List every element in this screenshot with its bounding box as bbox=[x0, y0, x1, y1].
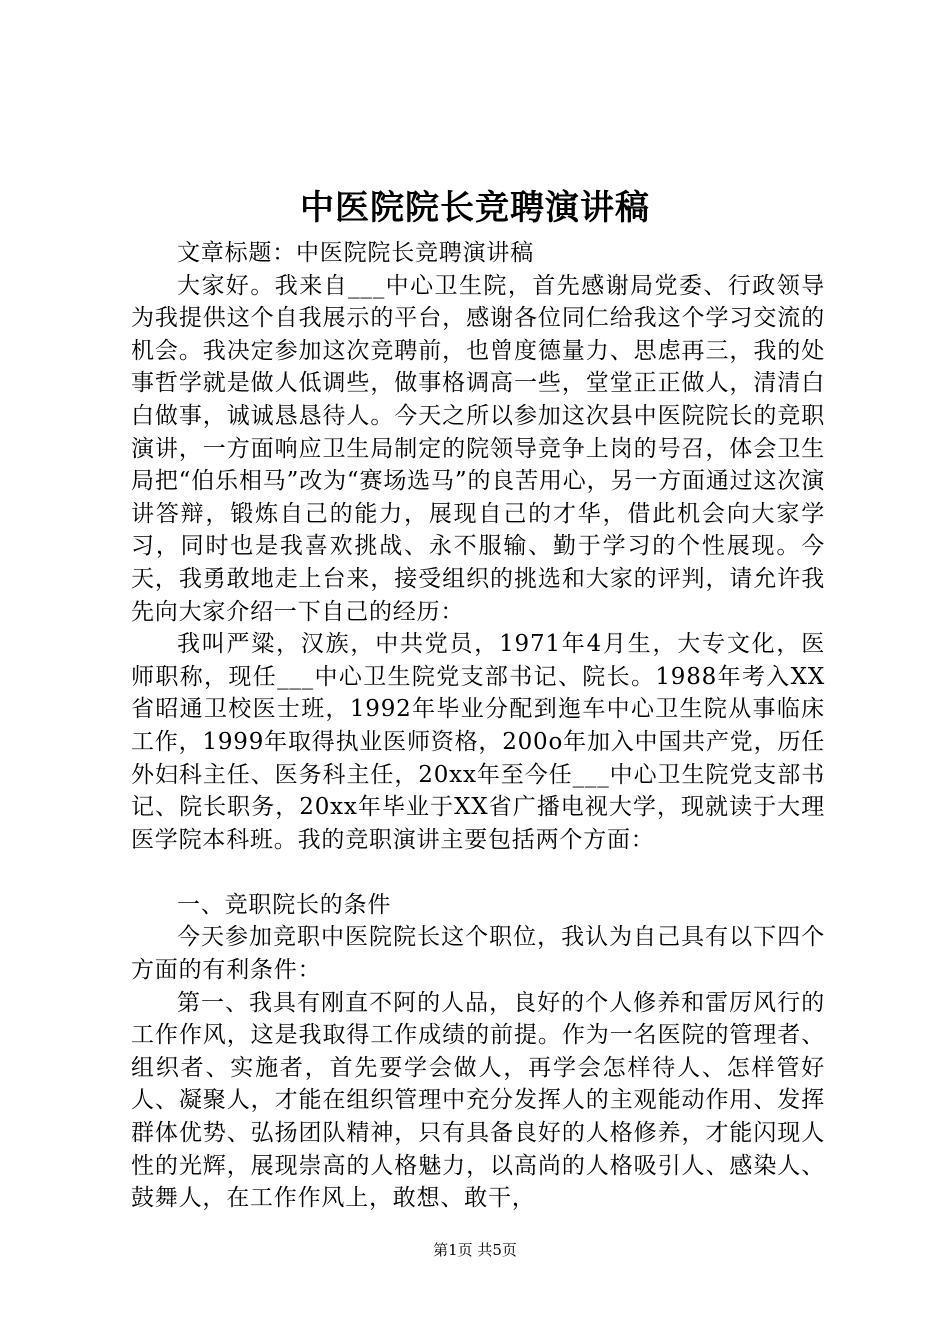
article-title-line: 文章标题：中医院院长竞聘演讲稿 bbox=[177, 240, 534, 266]
section-heading: 一、竞职院长的条件 bbox=[177, 891, 392, 918]
paragraph-condition-first: 第一、我具有刚直不阿的人品，良好的个人修养和雷厉风行的工作作风，这是我取得工作成绩的前提。作为一名医院的管理者、组织者、实施者，首先要学会做人，再学会怎样待人、怎样管好人、凝聚人，才能在组织管理中充分发挥人的主观能动作用、发挥群体优势、弘扬团队精神，只有具备良好的人格修养，才能闪现人性的光辉，展现崇高的人格魅力，以高尚的人格吸引人、感染人、鼓舞人，在工作作风上，敢想、敢干， bbox=[131, 989, 825, 1212]
page-footer: 第1页 共5页 bbox=[433, 1241, 517, 1259]
document-title: 中医院院长竞聘演讲稿 bbox=[300, 188, 650, 228]
paragraph-greeting: 大家好。我来自___中心卫生院，首先感谢局党委、行政领导为我提供这个自我展示的平台，感谢各位同仁给我这个学习交流的机会。我决定参加这次竞聘前，也曾度德量力、思虑再三，我的处事哲学就是做人低调些，做事格调高一些，堂堂正正做人，清清白白做事，诚诚恳恳待人。今天之所以参加这次县中医院院长的竞职演讲，一方面响应卫生局制定的院领导竞争上岗的号召，体会卫生局把“伯乐相马”改为“赛场选马”的良苦用心，另一方面通过这次演讲答辩，锻炼自己的能力，展现自己的才华，借此机会向大家学习，同时也是我喜欢挑战、永不服输、勤于学习的个性展现。今天，我勇敢地走上台来，接受组织的挑选和大家的评判，请允许我先向大家介绍一下自己的经历： bbox=[131, 272, 825, 625]
document-body bbox=[131, 237, 825, 1215]
paragraph-biography: 我叫严粱，汉族，中共党员，1971年4月生，大专文化，医师职称，现任___中心卫生院党支部书记、院长。1988年考入XX省昭通卫校医士班，1992年毕业分配到迤车中心卫生院从事临床工作，1999年取得执业医师资格，200o年加入中国共产党，历任外妇科主任、医务科主任，20xx年至今任___中心卫生院党支部书记、院长职务，20xx年毕业于XX省广播电视大学，现就读于大理医学院本科班。我的竞职演讲主要包括两个方面： bbox=[131, 631, 825, 853]
paragraph-conditions-intro: 今天参加竞职中医院院长这个职位，我认为自己具有以下四个方面的有利条件： bbox=[131, 924, 825, 984]
